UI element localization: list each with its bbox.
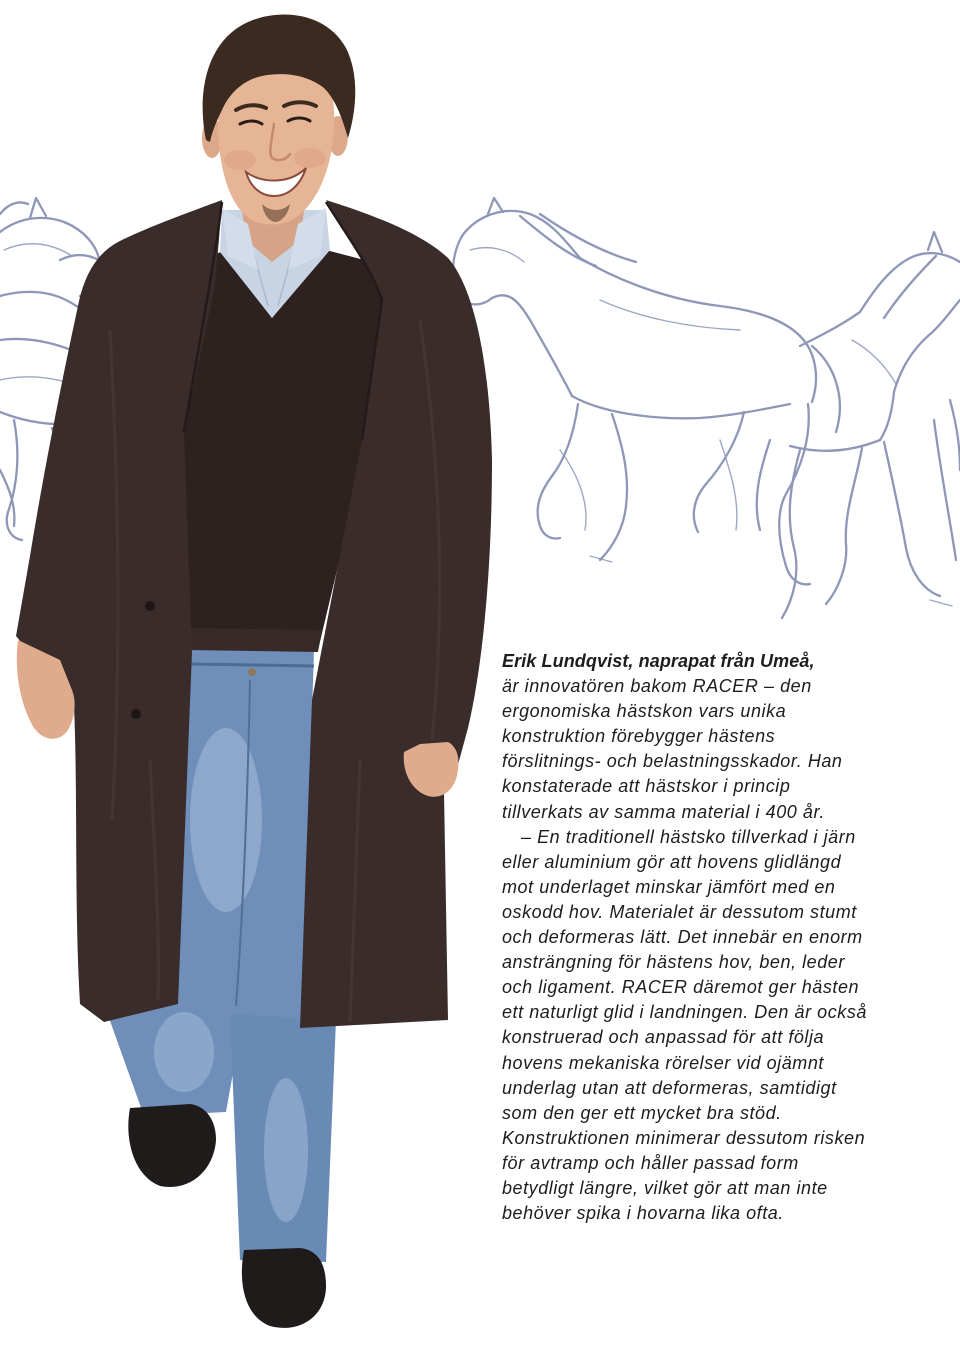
article-line: och ligament. RACER däremot ger hästen <box>502 977 860 998</box>
jeans-button <box>248 668 256 676</box>
article-line: ansträngning för hästens hov, ben, leder <box>502 952 845 973</box>
jeans-waistband <box>190 664 314 666</box>
article-line: underlag utan att deformeras, samtidigt <box>502 1077 837 1098</box>
horse-sketch-right <box>757 232 960 618</box>
horse-sketch-stroke <box>852 340 896 384</box>
article-line: ett naturligt glid i landningen. Den är också <box>502 1002 867 1023</box>
article-line: konstruktion förebygger hästens <box>502 726 776 747</box>
article-line: ergonomiska hästskon vars unika <box>502 701 787 722</box>
article-line: förslitnings- och belastningsskador. Han <box>502 751 843 772</box>
article-line: för avtramp och håller passad form <box>502 1152 799 1173</box>
horse-sketch-stroke <box>934 420 956 560</box>
horse-sketch-stroke <box>30 198 46 218</box>
article-line: oskodd hov. Materialet är dessutom stumt <box>502 901 857 922</box>
article-line: konstruerad och anpassad för att följa <box>502 1027 825 1048</box>
article-line: betydligt längre, vilket gör att man inte <box>502 1177 828 1198</box>
horse-sketch-stroke <box>930 600 952 606</box>
horse-sketch-stroke <box>928 232 942 252</box>
horse-sketch-stroke <box>600 300 740 330</box>
article-line: mot underlaget minskar jämfört med en <box>502 876 836 897</box>
person-shoe-left <box>128 1104 216 1187</box>
horse-sketch-stroke <box>826 448 862 604</box>
horse-sketch-stroke <box>590 556 612 562</box>
horse-sketch-stroke <box>950 400 960 470</box>
horse-sketch-stroke <box>580 258 800 336</box>
horse-sketch-stroke <box>884 256 936 318</box>
coat-button <box>131 709 141 719</box>
horse-sketch-stroke <box>782 450 800 618</box>
article-line: tillverkats av samma material i 400 år. <box>502 801 825 822</box>
article-line: som den ger ett mycket bra stöd. <box>502 1102 782 1123</box>
horse-sketch-stroke <box>600 414 627 560</box>
horse-sketch-stroke <box>538 404 578 539</box>
coat-button <box>145 601 155 611</box>
horse-sketch-stroke <box>800 312 860 346</box>
person-cheek <box>224 150 256 170</box>
horse-sketch-stroke <box>894 336 928 392</box>
article-line: eller aluminium gör att hovens glidlängd <box>502 851 842 872</box>
article-line: konstaterade att hästskor i princip <box>502 776 791 797</box>
horse-sketch-stroke <box>790 440 880 451</box>
horse-sketch-stroke <box>572 396 790 418</box>
horse-sketch-stroke <box>492 295 572 396</box>
horse-sketch-center <box>453 198 840 584</box>
horse-sketch-stroke <box>928 300 960 336</box>
article-line: Konstruktionen minimerar dessutom risken <box>502 1127 866 1148</box>
horse-sketch-stroke <box>880 392 894 440</box>
horse-sketch-stroke <box>0 202 28 214</box>
sweater-rib <box>186 628 322 652</box>
horse-sketch-stroke <box>540 214 636 262</box>
horse-sketch-stroke <box>884 442 940 596</box>
horse-sketch-stroke <box>470 248 524 262</box>
horse-sketch-stroke <box>560 450 586 530</box>
article-line: och deformeras lätt. Det innebär en enorm <box>502 927 863 948</box>
article-lead: Erik Lundqvist, naprapat från Umeå, <box>502 651 815 671</box>
article-line: – En traditionell hästsko tillverkad i järn <box>521 826 856 847</box>
person-photo <box>16 15 492 1328</box>
article-text <box>502 649 922 1226</box>
jeans-fade <box>154 1012 214 1092</box>
jeans-fade <box>264 1078 308 1222</box>
person-cheek <box>294 148 326 168</box>
article-line: är innovatören bakom RACER – den <box>502 676 812 697</box>
article-line: behöver spika i hovarna lika ofta. <box>502 1203 784 1224</box>
horse-sketch-stroke <box>4 244 72 256</box>
jeans-fade <box>190 728 262 912</box>
horse-sketch-stroke <box>757 440 770 530</box>
article-line: hovens mekaniska rörelser vid ojämnt <box>502 1052 824 1073</box>
person-shoe-right <box>242 1248 326 1328</box>
